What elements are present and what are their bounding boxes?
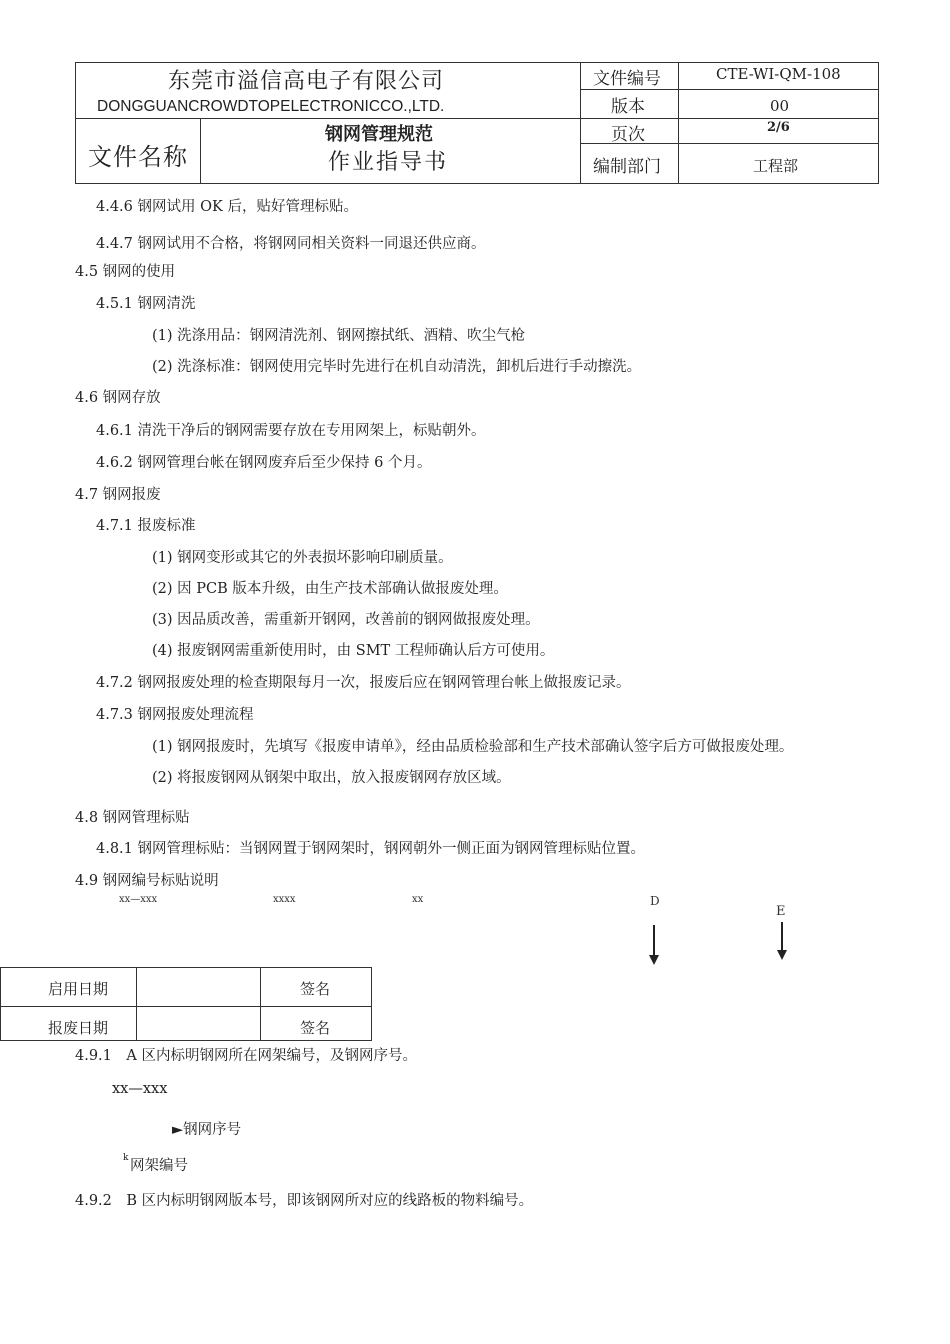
clause-4-5-1: 4.5.1 钢网清洗 [96, 296, 196, 312]
divider [580, 89, 879, 90]
clause-4-5-1-item1: (1) 洗涤用品：钢网清洗剂、钢网擦拭纸、酒精、吹尘气枪 [152, 328, 526, 344]
clause-4-4-6: 4.4.6 钢网试用 OK 后，贴好管理标贴。 [96, 199, 358, 215]
clause-4-9-2: 4.9.2 B 区内标明钢网版本号，即该钢网所对应的线路板的物料编号。 [75, 1193, 534, 1209]
clause-4-4-7: 4.4.7 钢网试用不合格，将钢网同相关资料一同退还供应商。 [96, 236, 486, 252]
divider [260, 967, 261, 1041]
page-label: 页次 [611, 125, 645, 145]
label-field-a: xx—xxx [119, 894, 158, 905]
clause-4-7-2: 4.7.2 钢网报废处理的检查期限每月一次，报废后应在钢网管理台帐上做报废记录。 [96, 675, 631, 691]
doc-no-value: CTE-WI-QM-108 [716, 65, 841, 83]
divider [200, 118, 201, 184]
section-4-7: 4.7 钢网报废 [75, 487, 161, 503]
clause-4-7-3-item1: (1) 钢网报废时，先填写《报废申请单》，经由品质检验部和生产技术部确认签字后方可做报废处理。 [152, 739, 794, 755]
divider [136, 967, 137, 1041]
label-marker-d: D [650, 894, 660, 908]
down-arrow-icon [781, 922, 783, 952]
clause-4-7-1-item1: (1) 钢网变形或其它的外表损坏影响印刷质量。 [152, 550, 453, 566]
section-4-8: 4.8 钢网管理标贴 [75, 810, 190, 826]
start-date-label: 启用日期 [48, 980, 109, 998]
clause-4-6-2: 4.6.2 钢网管理台帐在钢网废弃后至少保持 6 个月。 [96, 455, 432, 471]
doc-no-label: 文件编号 [593, 69, 661, 89]
version-value: 00 [770, 97, 790, 115]
section-4-5: 4.5 钢网的使用 [75, 264, 176, 280]
arrow-head-icon [649, 955, 659, 965]
down-arrow-icon [653, 925, 655, 957]
clause-4-7-1-item3: (3) 因品质改善，需重新开钢网，改善前的钢网做报废处理。 [152, 612, 540, 628]
divider [580, 62, 581, 184]
divider [580, 118, 879, 119]
clause-4-8-1: 4.8.1 钢网管理标贴：当钢网置于钢网架时，钢网朝外一侧正面为钢网管理标贴位置。 [96, 841, 646, 857]
clause-4-6-1: 4.6.1 清洗干净后的钢网需要存放在专用网架上，标贴朝外。 [96, 423, 486, 439]
clause-4-9-1: 4.9.1 A 区内标明钢网所在网架编号，及钢网序号。 [75, 1048, 417, 1064]
arrow-head-icon [777, 950, 787, 960]
scrap-date-label: 报废日期 [48, 1019, 109, 1037]
rack-marker: k [123, 1153, 129, 1163]
section-4-6: 4.6 钢网存放 [75, 390, 161, 406]
clause-4-7-1: 4.7.1 报废标准 [96, 518, 196, 534]
clause-4-7-1-item4: (4) 报废钢网需重新使用时，由 SMT 工程师确认后方可使用。 [152, 643, 555, 659]
dept-label: 编制部门 [593, 157, 661, 177]
doc-title-line2: 作业指导书 [328, 150, 449, 175]
divider [75, 118, 581, 119]
clause-4-7-3-item2: (2) 将报废钢网从钢架中取出，放入报废钢网存放区域。 [152, 770, 511, 786]
seq-label: ►钢网序号 [172, 1122, 242, 1138]
label-field-b: xxxx [273, 894, 296, 905]
company-name-cn: 东莞市溢信高电子有限公司 [168, 69, 445, 94]
label-marker-e: E [776, 904, 786, 919]
divider [678, 62, 679, 184]
version-label: 版本 [611, 97, 645, 117]
sign-label-2: 签名 [300, 1019, 331, 1037]
clause-4-7-1-item2: (2) 因 PCB 版本升级，由生产技术部确认做报废处理。 [152, 581, 508, 597]
rack-label: 网架编号 [130, 1158, 188, 1174]
company-name-en: DONGGUANCROWDTOPELECTRONICCO.,LTD. [97, 98, 445, 115]
page-value: 2/6 [767, 120, 790, 135]
section-4-9: 4.9 钢网编号标贴说明 [75, 873, 219, 889]
doc-name-label: 文件名称 [88, 143, 188, 171]
sign-label-1: 签名 [300, 980, 331, 998]
doc-title-line1: 钢网管理规范 [325, 124, 433, 145]
clause-4-7-3: 4.7.3 钢网报废处理流程 [96, 707, 254, 723]
divider [0, 1006, 372, 1007]
label-field-c: xx [412, 894, 424, 905]
code-format: xx—xxx [112, 1081, 168, 1097]
dept-value: 工程部 [753, 157, 799, 175]
clause-4-5-1-item2: (2) 洗涤标准：钢网使用完毕时先进行在机自动清洗，卸机后进行手动擦洗。 [152, 359, 642, 375]
